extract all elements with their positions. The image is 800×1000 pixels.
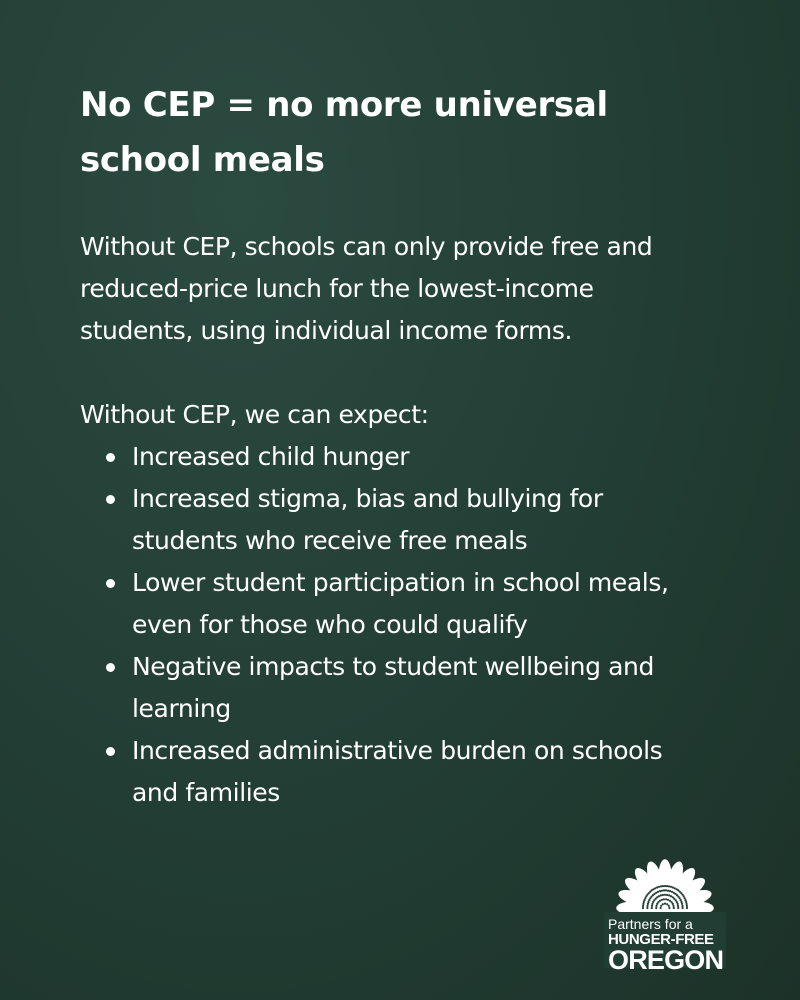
list-item	[80, 730, 740, 814]
list-item-text-cont: and families	[132, 778, 280, 807]
page-title	[80, 78, 740, 188]
list-item-text: Lower student participation in school meals,	[132, 568, 669, 597]
list-item-text-cont: learning	[132, 694, 231, 723]
logo-line-1: Partners for a	[608, 916, 693, 932]
logo-line-3: OREGON	[608, 945, 724, 975]
list-item-text-cont: students who receive free meals	[132, 526, 528, 555]
title-line-2: school meals	[80, 140, 325, 180]
list-item	[80, 436, 740, 478]
bullet-icon	[106, 663, 115, 672]
list-item-text: Increased administrative burden on schools	[132, 736, 663, 765]
bullet-icon	[106, 453, 115, 462]
list-item-text: Increased stigma, bias and bullying for	[132, 484, 603, 513]
intro-paragraph	[80, 226, 740, 352]
paragraph-line-1: Without CEP, schools can only provide free and	[80, 232, 653, 261]
logo-line-2: HUNGER-FREE	[608, 931, 714, 948]
paragraph-line-2: reduced-price lunch for the lowest-income	[80, 274, 594, 303]
paragraph-line-3: students, using individual income forms.	[80, 316, 573, 345]
title-line-1: No CEP = no more universal	[80, 85, 608, 125]
list-item-text: Negative impacts to student wellbeing and	[132, 652, 654, 681]
main-content	[80, 78, 740, 814]
list-item-text: Increased child hunger	[132, 442, 410, 471]
bullet-icon	[106, 495, 115, 504]
list-item	[80, 478, 740, 562]
org-logo	[608, 917, 728, 973]
list-item	[80, 646, 740, 730]
bullet-icon	[106, 579, 115, 588]
list-item	[80, 562, 740, 646]
list-item-text-cont: even for those who could qualify	[132, 610, 528, 639]
expect-intro: Without CEP, we can expect:	[80, 400, 429, 429]
consequences-list	[80, 436, 740, 814]
bullet-icon	[106, 747, 115, 756]
